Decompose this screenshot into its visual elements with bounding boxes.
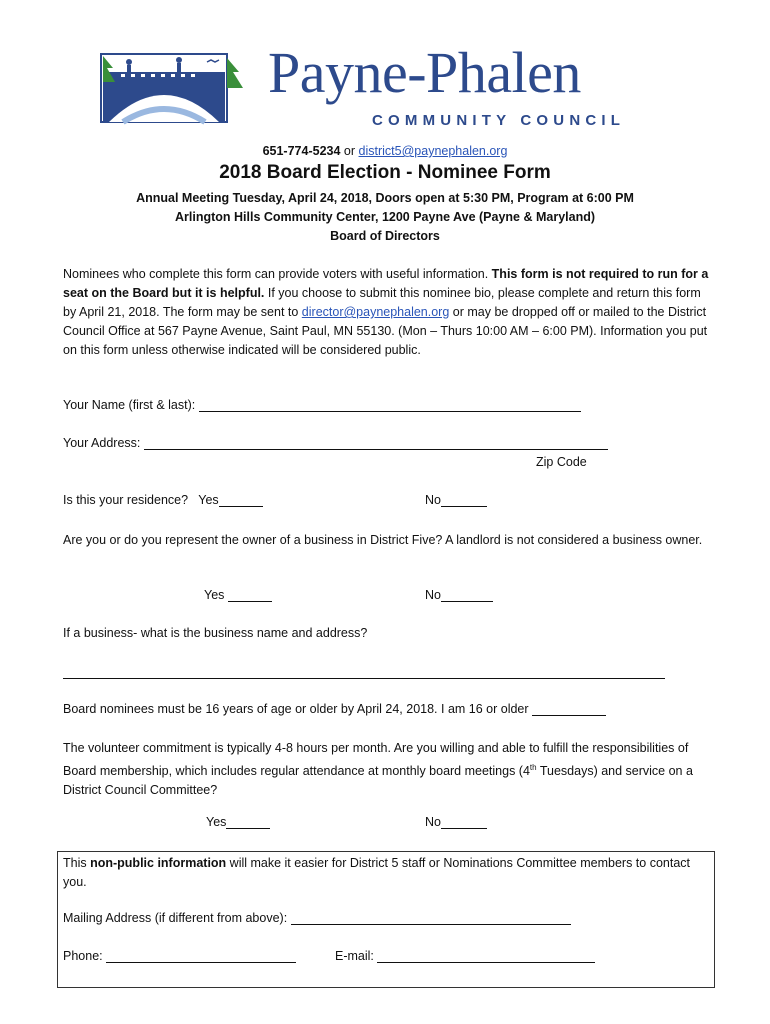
address-label: Your Address: [63,436,141,450]
private-text-1: This [63,856,91,870]
private-info-text [63,854,703,892]
intro-text-3: or may be dropped off or mailed to the District Council Office at 567 Payne Avenue, Saint Paul, MN 55130. (Mon – Thurs 10:00 AM – 6:00 PM). Information you put on this form unless otherwise indicated will be considered public. [63,305,708,357]
commitment-no-label: No [425,815,441,829]
commitment-yes-field[interactable] [226,815,270,829]
age-row [63,702,606,716]
business-no [425,588,493,602]
logo-subtitle: COMMUNITY COUNCIL [372,112,626,129]
contact-line [0,144,770,158]
business-question: Are you or do you represent the owner of a business in District Five? A landlord is not considered a business owner. [63,533,703,547]
logo-icon [99,48,259,128]
age-text: Board nominees must be 16 years of age or older by April 24, 2018. I am 16 or older [63,702,529,716]
mailing-field[interactable] [291,911,571,925]
mailing-row [63,911,571,925]
residence-yes-label: Yes [198,493,219,507]
residence-yes-field[interactable] [219,493,263,507]
intro-paragraph [63,265,713,360]
district-email-link[interactable]: district5@paynephalen.org [358,144,508,158]
intro-text-2: If you choose to submit this nominee bio, please complete and return this form by April 21, 2018. The form may be sent to [63,286,701,319]
commitment-text-2: Tuesdays) and service on a District Council Committee? [63,764,693,798]
business-yes-label: Yes [204,588,225,602]
name-label: Your Name (first & last): [63,398,196,412]
intro-text-1: Nominees who complete this form can provide voters with useful information. [63,267,492,281]
commitment-paragraph [63,739,713,800]
address-row [63,436,608,450]
residence-label: Is this your residence? [63,493,189,507]
location-info: Arlington Hills Community Center, 1200 Payne Ave (Payne & Maryland) [174,210,596,224]
residence-row [63,493,263,507]
email-row [335,949,595,963]
phone-label: Phone: [63,949,103,963]
zip-code-label: Zip Code [536,455,587,469]
residence-no-field[interactable] [441,493,487,507]
phone-number: 651-774-5234 [262,144,341,158]
meeting-info: Annual Meeting Tuesday, April 24, 2018, Doors open at 5:30 PM, Program at 6:00 PM [136,191,634,205]
address-field[interactable] [144,436,608,450]
email-field[interactable] [377,949,595,963]
commitment-no [425,815,487,829]
name-field[interactable] [199,398,581,412]
private-bold: non-public information [90,856,227,870]
logo-name: Payne-Phalen [268,40,581,105]
email-label: E-mail: [335,949,374,963]
commitment-no-field[interactable] [441,815,487,829]
page-title: 2018 Board Election - Nominee Form [219,162,551,183]
commitment-text-1: The volunteer commitment is typically 4-8 hours per month. Are you willing and able to fulfill the responsibilities of Board membership, which includes regular attendance at monthly board meetings (4 [63,741,689,779]
business-yes [204,588,272,602]
commitment-sup: th [529,763,537,772]
business-name-question: If a business- what is the business name and address? [63,626,368,640]
residence-no-label: No [425,493,441,507]
commitment-yes [206,815,270,829]
business-no-label: No [425,588,441,602]
intro-bold: This form is not required to run for a seat on the Board but it is helpful. [63,267,709,300]
or-text: or [343,144,356,158]
age-field[interactable] [532,702,606,716]
commitment-yes-label: Yes [206,815,227,829]
business-name-field[interactable] [63,678,665,679]
business-yes-field[interactable] [228,588,272,602]
phone-row [63,949,296,963]
name-row [63,398,581,412]
residence-no [425,493,487,507]
mailing-label: Mailing Address (if different from above): [63,911,288,925]
private-text-2: will make it easier for District 5 staff or Nominations Committee members to contact you. [63,856,690,889]
board-heading: Board of Directors [330,229,440,243]
director-email-link[interactable]: director@paynephalen.org [301,305,450,319]
phone-field[interactable] [106,949,296,963]
business-no-field[interactable] [441,588,493,602]
